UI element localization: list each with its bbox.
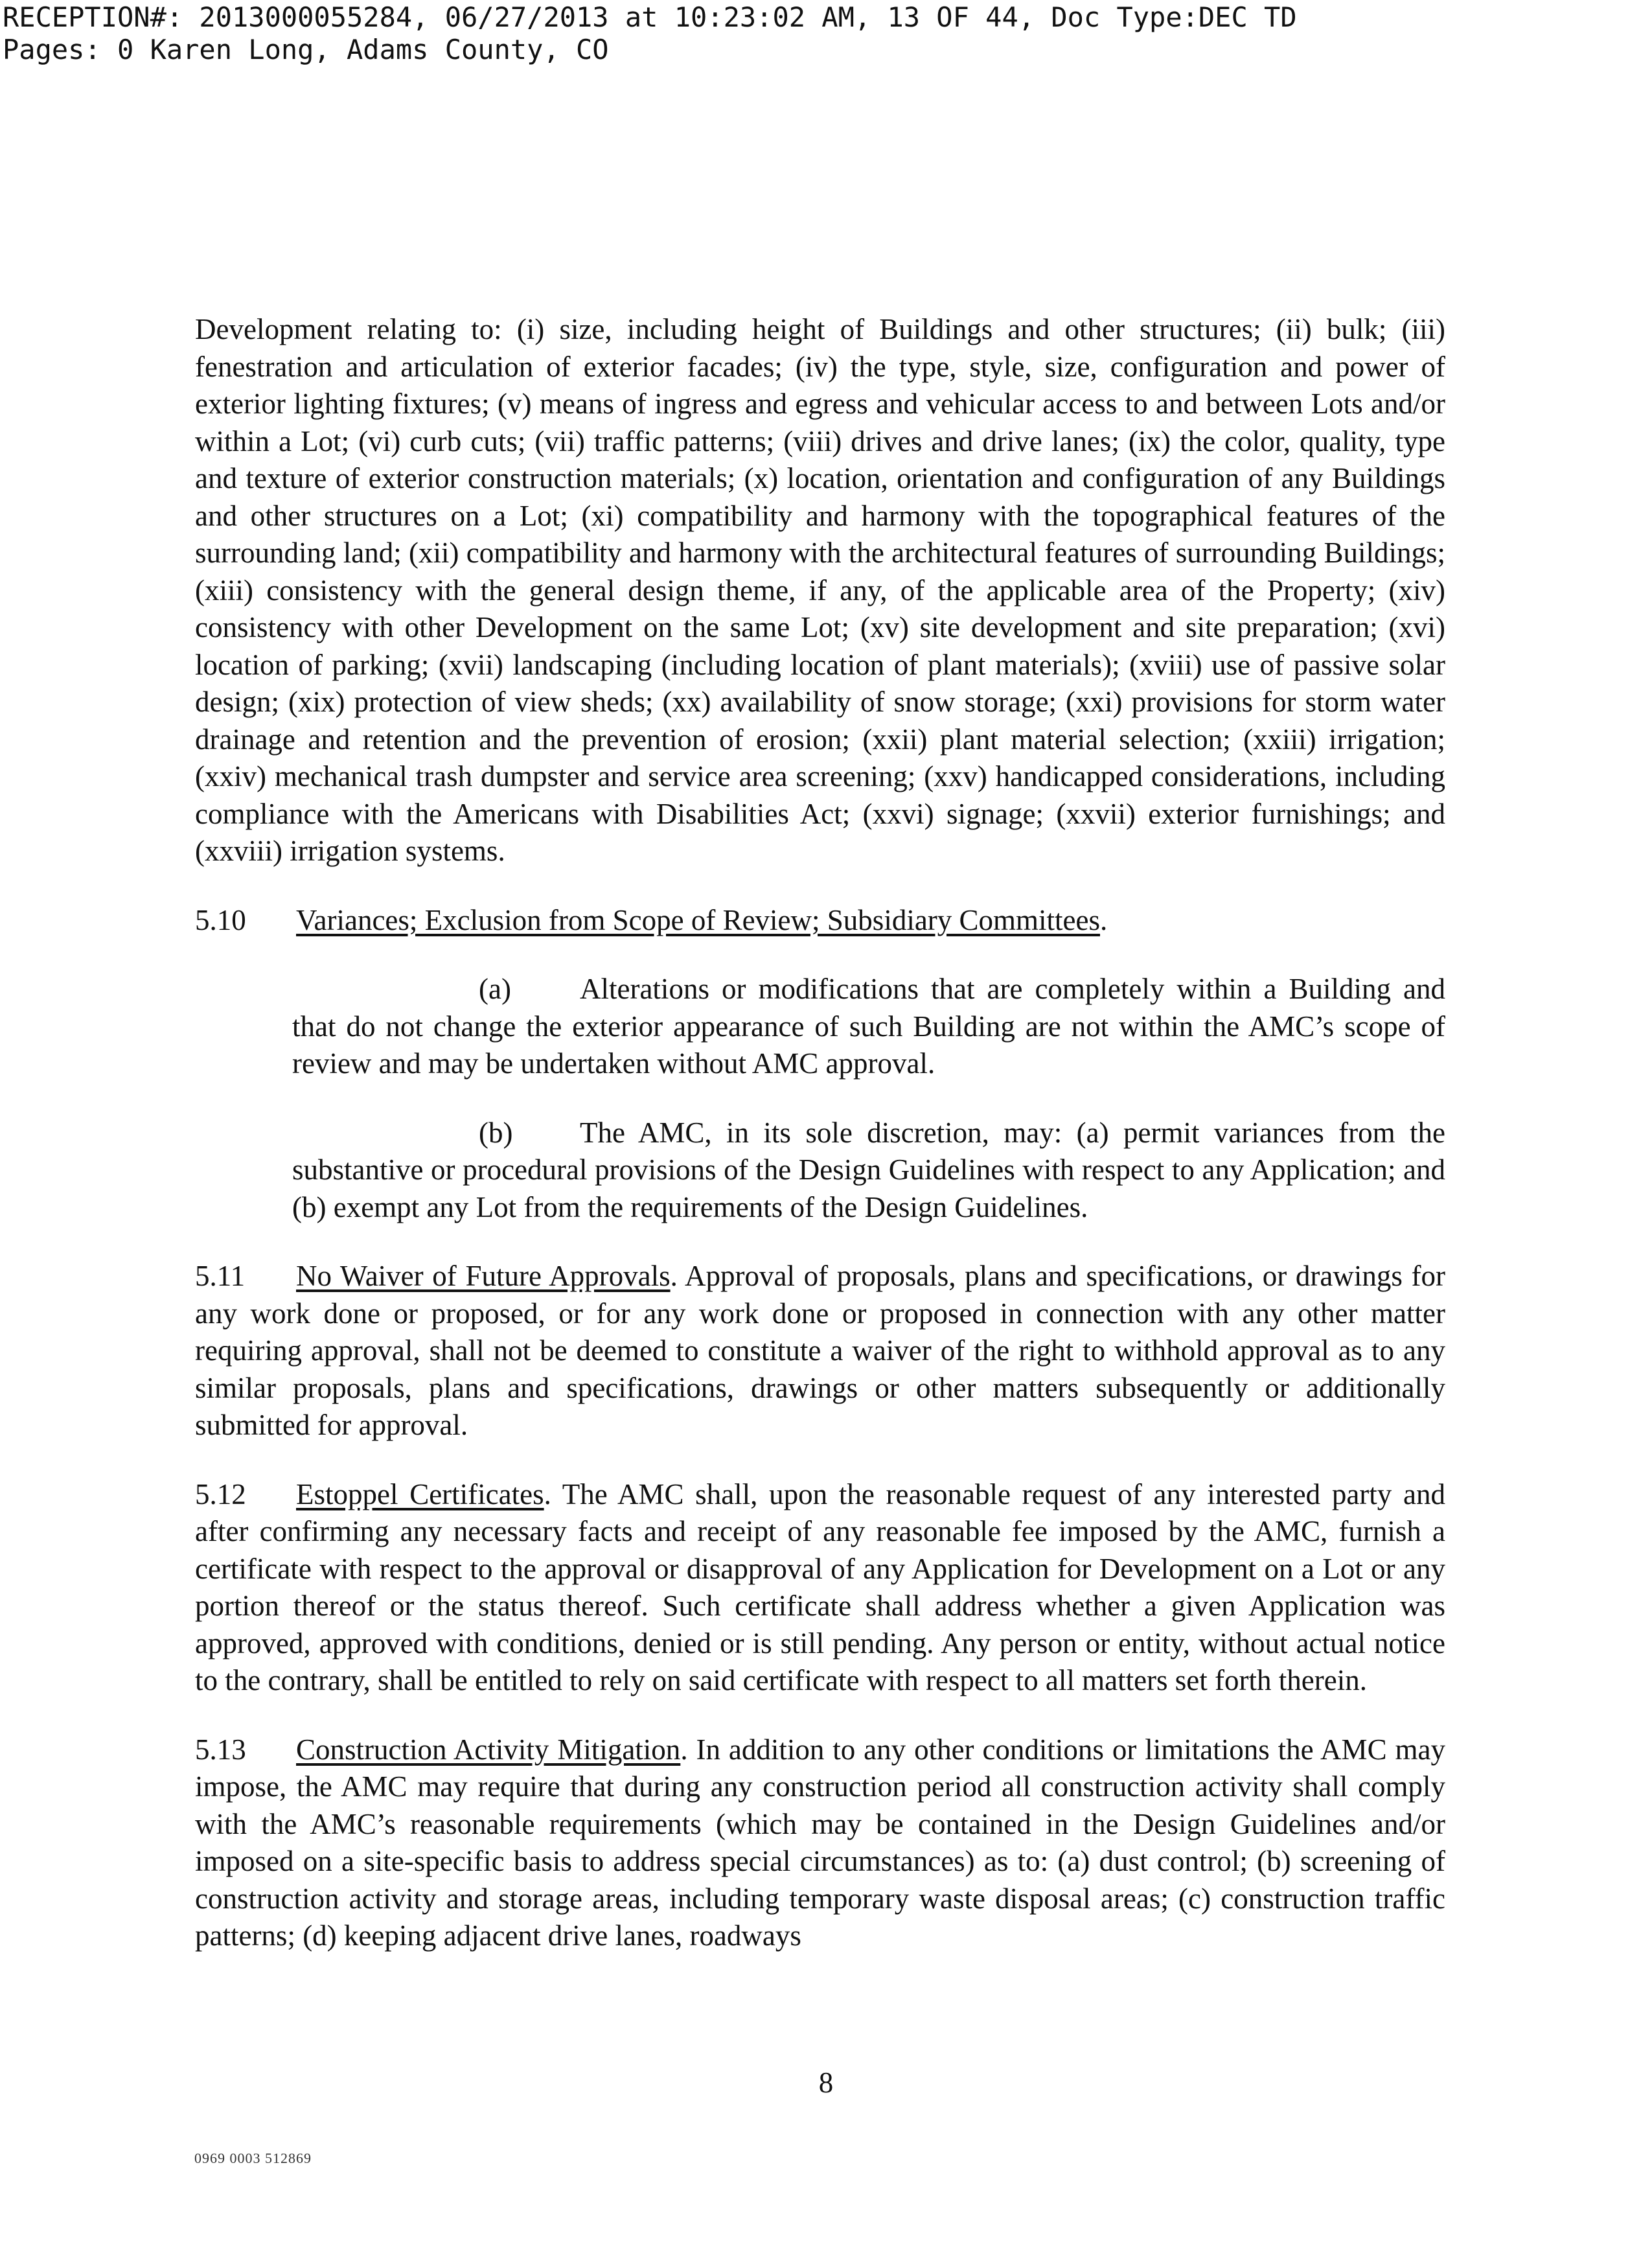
section-5-10-b — [195, 1115, 1445, 1227]
section-number: 5.10 — [195, 903, 246, 936]
section-5-13 — [195, 1731, 1445, 1955]
section-text: . The AMC shall, upon the reasonable request of any interested party and after confirming any necessary facts and receipt of any reasonable fee imposed by the AMC, furnish a certificate with respect to the approval or disapproval of any Application for Development on a Lot or any portion thereof or the status thereof. Such certificate shall address whether a given Application was approved, approved with conditions, denied or is still pending. Any person or entity, without actual notice to the contrary, shall be entitled to rely on said certificate with respect to all matters set forth therein. — [195, 1477, 1445, 1696]
section-title: Construction Activity Mitigation — [296, 1733, 681, 1766]
document-body — [195, 311, 1445, 1987]
section-5-11 — [195, 1258, 1445, 1444]
subparagraph-text: Alterations or modifications that are completely within a Building and that do not change the exterior appearance of such Building are not within the AMC’s scope of review and may be undertaken without AMC approval. — [292, 973, 1445, 1080]
section-number: 5.12 — [195, 1477, 246, 1510]
section-text: . In addition to any other conditions or limitations the AMC may impose, the AMC may require that during any construction period all construction activity shall comply with the AMC’s reasonable requirements (which may be contained in the Design Guidelines and/or imposed on a site-specific basis to address special circumstances) as to: (a) dust control; (b) screening of construction activity and storage areas, including temporary waste disposal areas; (c) construction traffic patterns; (d) keeping adjacent drive lanes, roadways — [195, 1733, 1445, 1952]
section-5-10-heading — [195, 902, 1445, 940]
page-number: 8 — [818, 2066, 834, 2099]
intro-paragraph: Development relating to: (i) size, including height of Buildings and other structures; (ii) bulk; (iii) fenestration and articulation of exterior facades; (iv) the type, style, size, configuration and power of exterior lighting fixtures; (v) means of ingress and egress and vehicular access to and between Lots and/or within a Lot; (vi) curb cuts; (vii) traffic patterns; (viii) drives and drive lanes; (ix) the color, quality, type and texture of exterior construction materials; (x) location, orientation and configuration of any Buildings and other structures on a Lot; (xi) compatibility and harmony with the topographical features of the surrounding land; (xii) compatibility and harmony with the architectural features of surrounding Buildings; (xiii) consistency with the general design theme, if any, of the applicable area of the Property; (xiv) consistency with other Development on the same Lot; (xv) site development and site preparation; (xvi) location of parking; (xvii) landscaping (including location of plant materials); (xviii) use of passive solar design; (xix) protection of view sheds; (xx) availability of snow storage; (xxi) provisions for storm water drainage and retention and the prevention of erosion; (xxii) plant material selection; (xxiii) irrigation; (xxiv) mechanical trash dumpster and service area screening; (xxv) handicapped considerations, including compliance with the Americans with Disabilities Act; (xxvi) signage; (xxvii) exterior furnishings; and (xxviii) irrigation systems. — [195, 313, 1445, 867]
recording-stamp-line-2: Pages: 0 Karen Long, Adams County, CO — [3, 34, 609, 65]
subparagraph-text: The AMC, in its sole discretion, may: (a) permit variances from the substantive or procedural provisions of the Design Guidelines with respect to any Application; and (b) exempt any Lot from the requirements of the Design Guidelines. — [292, 1116, 1445, 1223]
section-title: Estoppel Certificates — [296, 1477, 544, 1510]
subparagraph-label: (b) — [479, 1116, 513, 1149]
section-title: Variances; Exclusion from Scope of Review; Subsidiary Committees — [296, 903, 1101, 936]
section-number: 5.13 — [195, 1733, 246, 1766]
section-text: . Approval of proposals, plans and specifications, or drawings for any work done or proposed, or for any work done or proposed in connection with any other matter requiring approval, shall not be deemed to constitute a waiver of the right to withhold approval as to any similar proposals, plans and specifications, drawings or other matters subsequently or additionally submitted for approval. — [195, 1260, 1446, 1441]
recording-stamp — [3, 1, 1297, 66]
document-id: 0969 0003 512869 — [194, 2150, 312, 2166]
section-number: 5.11 — [195, 1260, 246, 1292]
section-title-period: . — [1100, 903, 1108, 936]
section-5-10-a — [195, 971, 1445, 1083]
subparagraph-label: (a) — [479, 973, 511, 1005]
recording-stamp-line-1: RECEPTION#: 2013000055284, 06/27/2013 at 10:23:02 AM, 13 OF 44, Doc Type:DEC TD — [3, 1, 1297, 33]
section-title: No Waiver of Future Approvals — [296, 1260, 671, 1292]
section-5-12 — [195, 1476, 1445, 1700]
